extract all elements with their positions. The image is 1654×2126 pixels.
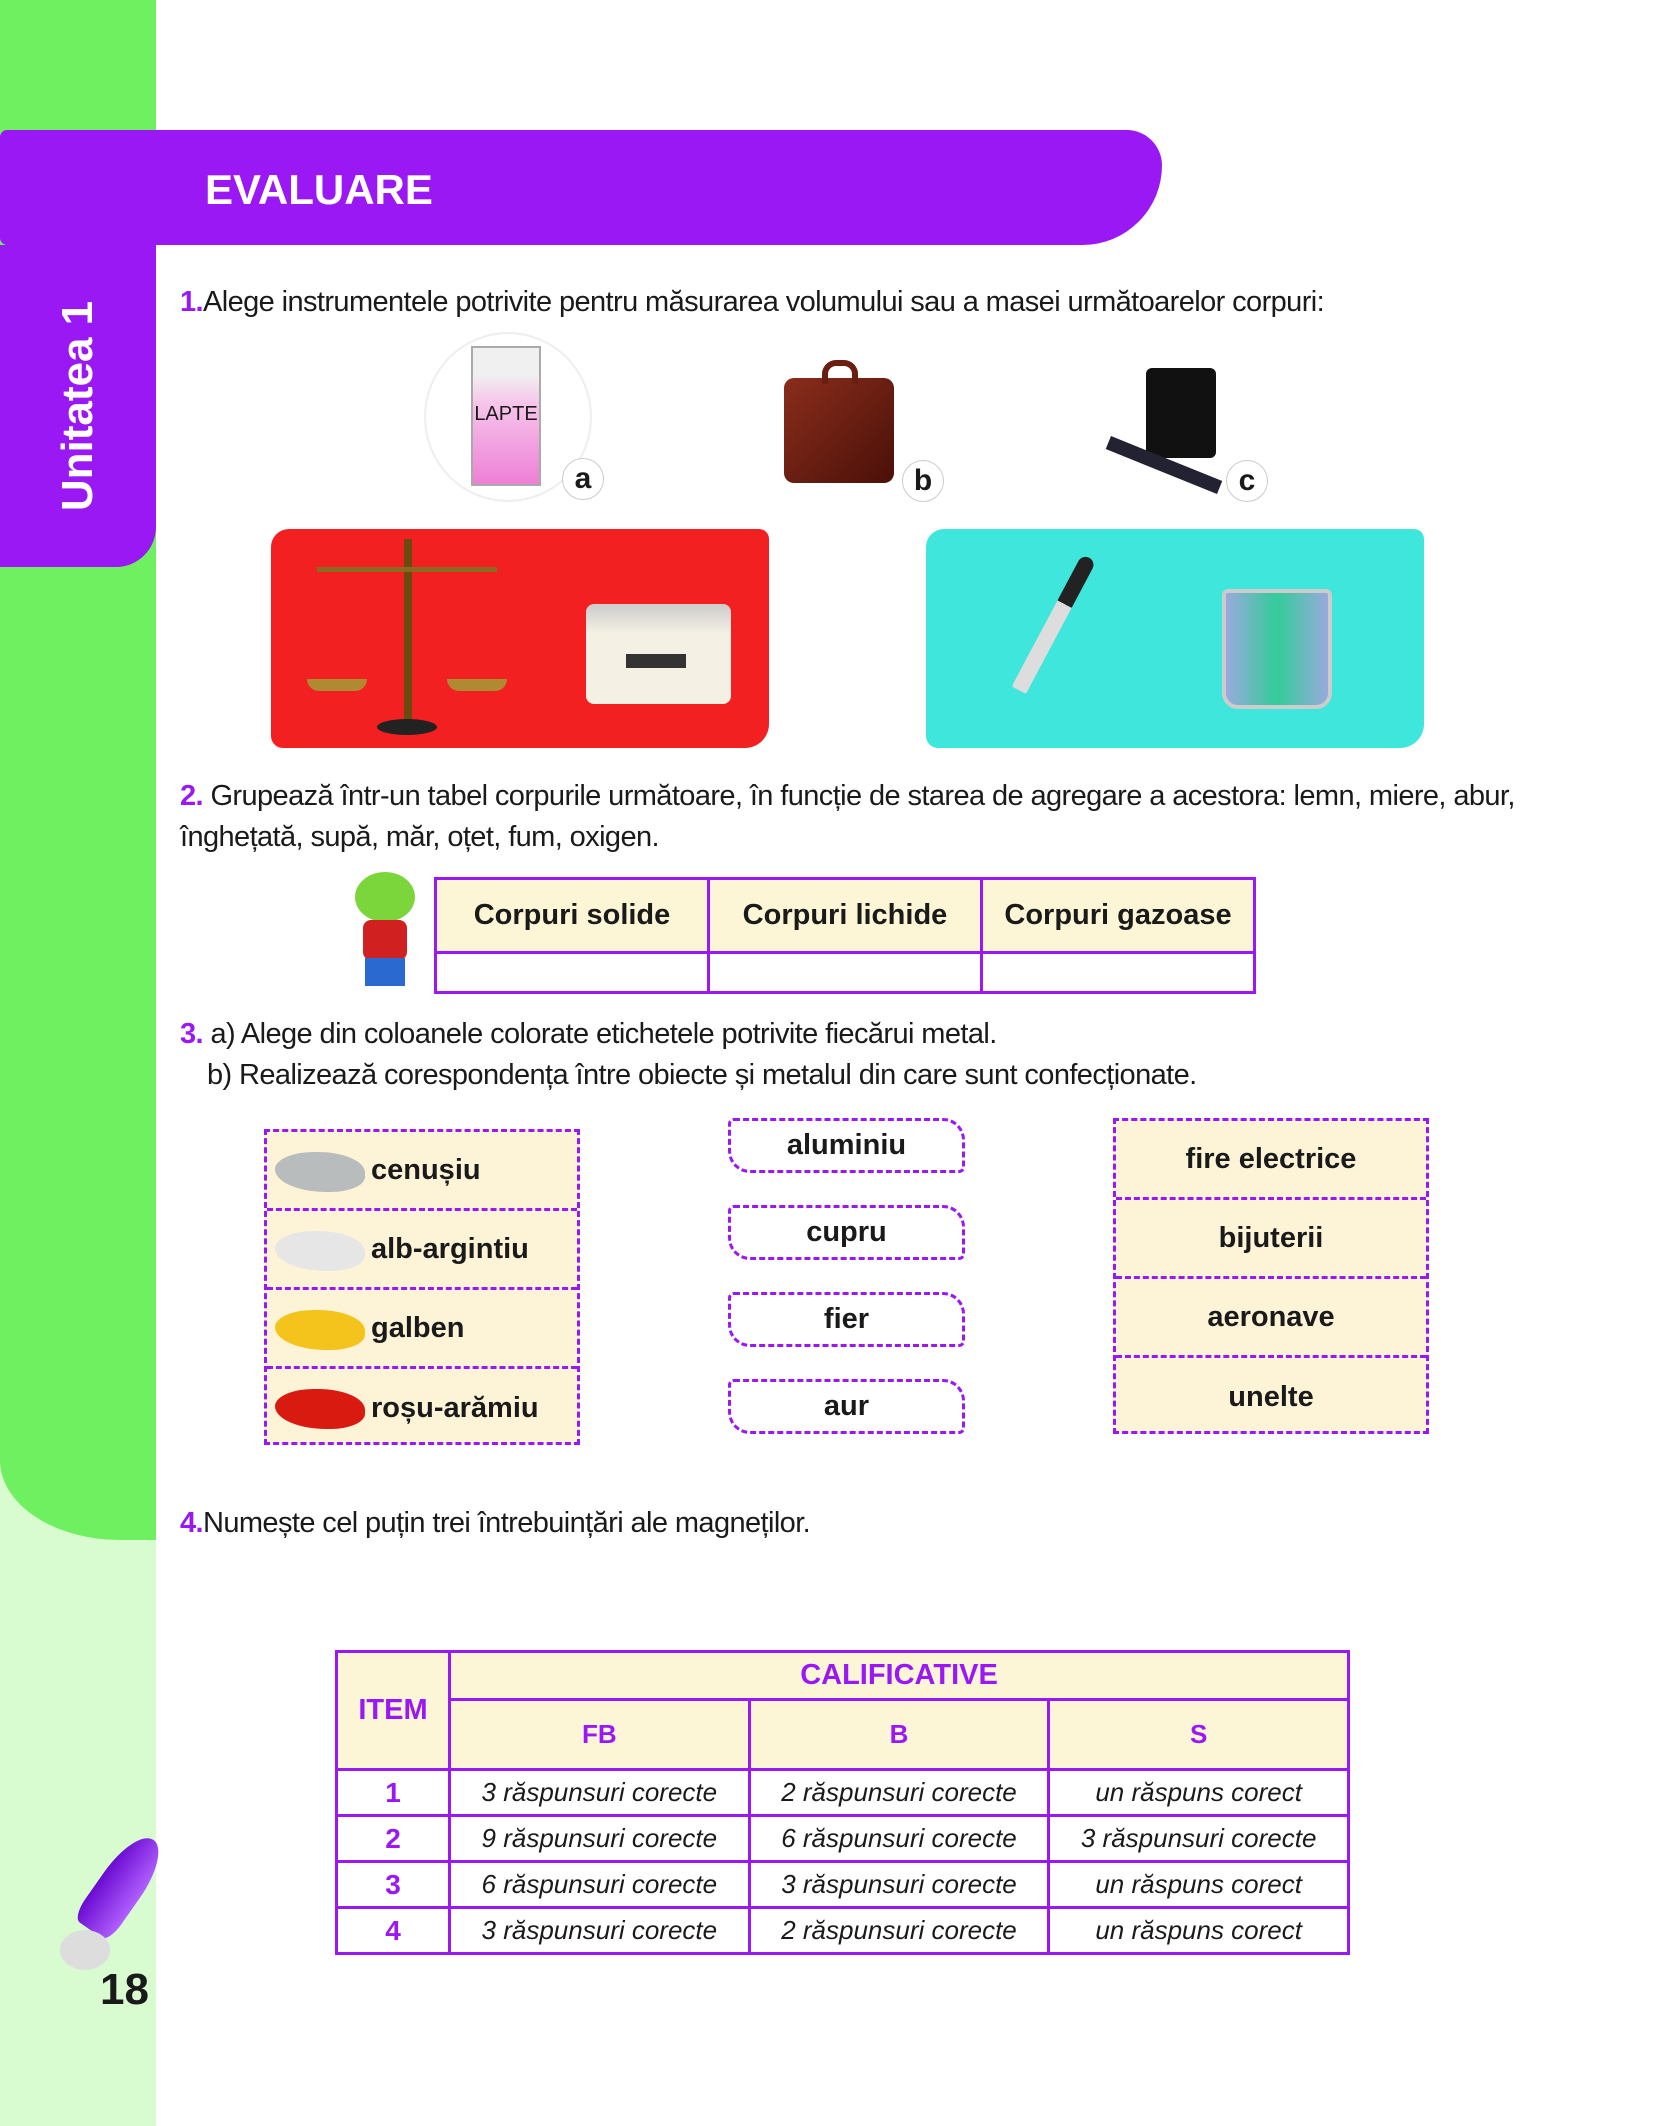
color-label[interactable]: galben xyxy=(267,1290,577,1369)
page-number: 18 xyxy=(100,1965,149,2014)
section-title: EVALUARE xyxy=(205,166,433,213)
question-2: 2. Grupează într-un tabel corpurile următoare, în funcție de starea de agregare a acestora: lemn, miere, abur, înghețată, supă, măr, oțet, fum, oxigen. xyxy=(180,780,1515,853)
silver-splash-icon xyxy=(275,1231,365,1271)
objects-column xyxy=(1113,1118,1429,1434)
metal-label[interactable]: aur xyxy=(728,1379,965,1434)
grades-title: CALIFICATIVE xyxy=(450,1652,1349,1700)
digital-scale-icon xyxy=(586,604,731,704)
states-of-matter-table xyxy=(434,877,1256,994)
yellow-splash-icon xyxy=(275,1310,365,1350)
balance-scale-icon xyxy=(307,539,507,739)
header-solids: Corpuri solide xyxy=(436,879,709,953)
object-label[interactable]: bijuterii xyxy=(1116,1200,1426,1279)
col-s: S xyxy=(1049,1700,1349,1770)
color-label[interactable]: alb-argintiu xyxy=(267,1211,577,1290)
col-b: B xyxy=(749,1700,1049,1770)
table-row: 4 3 răspunsuri corecte 2 răspunsuri corecte un răspuns corect xyxy=(337,1908,1349,1954)
item-header: ITEM xyxy=(337,1652,450,1770)
item-label-b: b xyxy=(902,460,944,502)
mass-instruments-panel xyxy=(271,529,769,748)
header-liquids: Corpuri lichide xyxy=(709,879,982,953)
object-label[interactable]: fire electrice xyxy=(1116,1121,1426,1200)
unit-label: Unitatea 1 xyxy=(53,300,102,512)
dropper-icon xyxy=(1012,554,1097,694)
item-label-c: c xyxy=(1226,460,1268,502)
question-3a: 3. a) Alege din coloanele colorate etichetele potrivite fiecărui metal. xyxy=(180,1018,997,1050)
section-header xyxy=(0,130,1162,245)
metal-label[interactable]: cupru xyxy=(728,1205,965,1260)
unit-tab xyxy=(0,245,156,567)
question-1: 1.Alege instrumentele potrivite pentru măsurarea volumului sau a masei următoarelor corpuri: xyxy=(180,286,1325,318)
object-label[interactable]: unelte xyxy=(1228,1381,1314,1413)
answer-cell[interactable] xyxy=(436,953,709,993)
question-4: 4.Numește cel puțin trei întrebuințări ale magneților. xyxy=(180,1507,811,1539)
milk-label: LAPTE xyxy=(471,346,541,486)
metal-label[interactable]: fier xyxy=(728,1292,965,1347)
object-label[interactable]: aeronave xyxy=(1116,1279,1426,1358)
item-label-a: a xyxy=(562,458,604,500)
answer-cell[interactable] xyxy=(709,953,982,993)
side-strip-light xyxy=(0,1440,156,2126)
color-label[interactable]: cenușiu xyxy=(267,1132,577,1211)
col-fb: FB xyxy=(450,1700,750,1770)
red-splash-icon xyxy=(275,1389,365,1429)
volume-instruments-panel xyxy=(926,529,1424,748)
table-row: 1 3 răspunsuri corecte 2 răspunsuri corecte un răspuns corect xyxy=(337,1770,1349,1816)
header-gases: Corpuri gazoase xyxy=(982,879,1255,953)
rocket-icon xyxy=(60,1820,180,1970)
answer-cell[interactable] xyxy=(982,953,1255,993)
table-row: 3 6 răspunsuri corecte 3 răspunsuri corecte un răspuns corect xyxy=(337,1862,1349,1908)
question-3b: b) Realizează corespondența între obiecte și metalul din care sunt confecționate. xyxy=(207,1059,1197,1091)
color-label[interactable]: roșu-arămiu xyxy=(267,1369,577,1448)
table-row: 2 9 răspunsuri corecte 6 răspunsuri corecte 3 răspunsuri corecte xyxy=(337,1816,1349,1862)
gray-splash-icon xyxy=(275,1152,365,1192)
colors-column xyxy=(264,1129,580,1445)
alien-mascot-image xyxy=(335,862,435,992)
metal-label[interactable]: aluminiu xyxy=(728,1118,965,1173)
measuring-jug-icon xyxy=(1222,589,1332,709)
grading-table xyxy=(335,1650,1350,1955)
